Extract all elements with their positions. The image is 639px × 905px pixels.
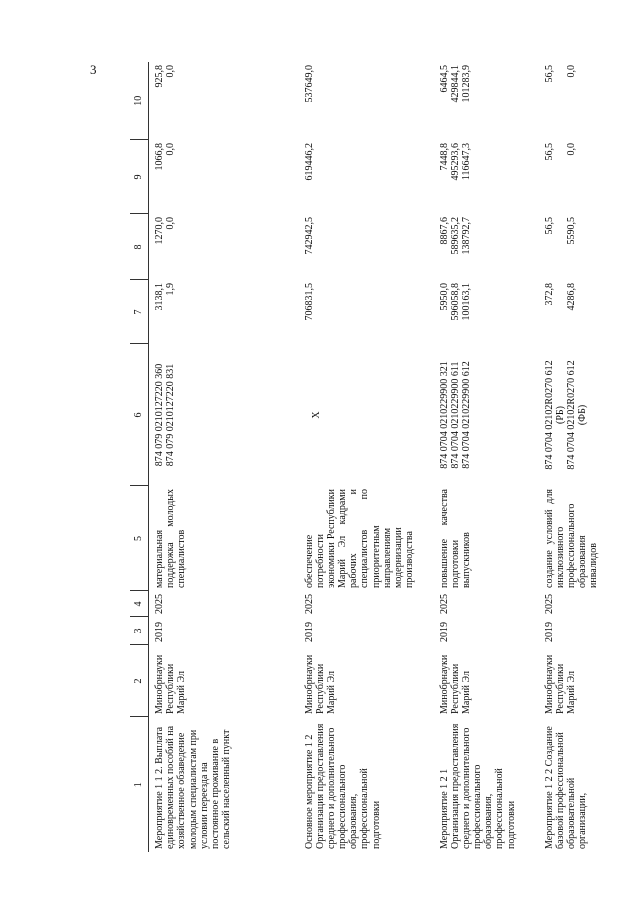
end-year-cell: 2025 [303, 594, 315, 614]
budget-table [130, 62, 639, 852]
end-year-cell: 2025 [438, 594, 450, 614]
budget-code-cell [149, 344, 299, 486]
cell-line: 0,0 [165, 143, 177, 156]
executor-cell: Минобрнауки Республики Марий Эл [438, 654, 472, 714]
value-cell-8 [149, 214, 299, 280]
start-year-cell: 2019 [303, 622, 315, 642]
cell-line: 138792,7 [460, 217, 472, 255]
value-cell-8 [434, 214, 539, 280]
result-cell: повышение качества подготовки выпускников [438, 489, 472, 588]
cell-line: 706831,5 [303, 283, 315, 321]
cell-line: 116647,3 [460, 143, 472, 181]
start-year-cell: 2019 [543, 622, 555, 642]
cell-line [555, 217, 566, 277]
header-cell: 4 [130, 591, 149, 617]
header-cell: 8 [130, 214, 149, 280]
value-cell-7 [539, 280, 639, 344]
value-cell-9 [539, 140, 639, 214]
start-year-cell: 2019 [438, 622, 450, 642]
cell-line: 56,5 [543, 217, 555, 235]
cell-line: 429844,1 [449, 65, 461, 103]
cell-line: 4286,8 [565, 283, 577, 311]
value-cell-7 [149, 280, 299, 344]
cell-line: 56,5 [543, 65, 555, 83]
cell-line: 5950,0 [438, 283, 450, 311]
measure-name-cell: Мероприятие 1 2 2 Создание базовой профессиональной образовательной организации, [543, 726, 589, 849]
cell-line: 6464,5 [438, 65, 450, 93]
cell-line: 0,0 [165, 65, 177, 78]
cell-line: 0,0 [565, 143, 577, 156]
cell-line: 874 0704 0210229900 611 [449, 361, 461, 469]
start-year-cell: 2019 [154, 622, 165, 642]
cell-line: 874 0704 02102R0270 612 [543, 360, 555, 470]
end-year-cell: 2025 [543, 594, 555, 614]
cell-line: 1270,0 [154, 217, 165, 245]
header-cell: 6 [130, 344, 149, 486]
header-cell: 1 [130, 717, 149, 852]
measure-name-cell: Мероприятие 1 2 1 Организация предоставления среднего и дополнительного профессионального образования, профессиональной подготовки [438, 723, 517, 849]
cell-line: 7448,8 [438, 143, 450, 171]
header-row [130, 62, 149, 852]
measure-name-cell: Мероприятие 1 1 2. Выплата единовременных пособий на хозяйственное обзаведение молодым специалистам при условии переезда на постоянное проживание в сельский населенный пункт [154, 725, 233, 849]
result-cell: материальная поддержка молодых специалистов [154, 489, 188, 588]
cell-line: 1,9 [165, 283, 177, 296]
cell-line: 0,0 [565, 65, 577, 78]
value-cell-7 [434, 280, 539, 344]
table-row [149, 62, 299, 852]
cell-line: 596058,8 [449, 283, 461, 321]
header-cell: 2 [130, 645, 149, 717]
cell-line: 874 079 0210127220 360 [154, 363, 165, 467]
value-cell-10 [299, 62, 434, 140]
header-cell: 3 [130, 617, 149, 645]
value-cell-8 [539, 214, 639, 280]
header-cell: 5 [130, 486, 149, 591]
cell-line [555, 143, 566, 211]
cell-line: 495293,6 [449, 143, 461, 181]
budget-code-cell [434, 344, 539, 486]
cell-line: 1066,8 [154, 143, 165, 171]
value-cell-8 [299, 214, 434, 280]
cell-line: 619446,2 [303, 143, 315, 181]
cell-line: 874 0704 0210229900 321 [438, 361, 450, 469]
rotated-table-container [130, 62, 638, 852]
cell-line: (РБ) [554, 406, 566, 424]
cell-line [555, 283, 566, 341]
cell-line: 5590,5 [565, 217, 577, 245]
header-cell: 9 [130, 140, 149, 214]
cell-line: 925,8 [154, 65, 165, 88]
cell-line: 372,8 [543, 283, 555, 306]
cell-line: (ФБ) [577, 404, 589, 426]
cell-line: 874 0704 0210229900 612 [460, 361, 472, 469]
cell-line [555, 65, 566, 137]
budget-code-cell [539, 344, 639, 486]
cell-line: 874 0704 02102R0270 612 [565, 360, 577, 470]
value-cell-10 [149, 62, 299, 140]
executor-cell: Минобрнауки Республики Марий Эл [154, 654, 188, 714]
cell-line: 874 079 0210127220 831 [165, 363, 177, 467]
table-row [539, 62, 639, 852]
table-row [434, 62, 539, 852]
cell-line: Х [310, 411, 322, 419]
executor-cell: Минобрнауки Республики Марий Эл [543, 654, 577, 714]
end-year-cell: 2025 [154, 594, 165, 614]
result-cell: создание условий для инклюзивного профессионального образования инвалидов [543, 489, 600, 588]
cell-line: 101283,9 [460, 65, 472, 103]
value-cell-9 [434, 140, 539, 214]
table-row [299, 62, 434, 852]
result-cell: обеспечение потребности экономики Республики Марий Эл кадрами рабочих и специалистов по приоритетным направлениям модернизации производства [303, 489, 416, 588]
header-cell: 10 [130, 62, 149, 140]
header-cell: 7 [130, 280, 149, 344]
measure-name-cell: Основное мероприятие 1 2 Организация предоставления среднего и дополнительного профессионального образования, профессиональной подготовки [303, 723, 382, 849]
cell-line: 0,0 [165, 217, 177, 230]
value-cell-10 [434, 62, 539, 140]
cell-line: 56,5 [543, 143, 555, 161]
page-number: 3 [90, 62, 97, 77]
cell-line: 100163,1 [460, 283, 472, 321]
budget-code-cell [299, 344, 434, 486]
executor-cell: Минобрнауки Республики Марий Эл [303, 654, 337, 714]
value-cell-7 [299, 280, 434, 344]
cell-line: 3138,1 [154, 283, 165, 311]
value-cell-9 [299, 140, 434, 214]
value-cell-10 [539, 62, 639, 140]
value-cell-9 [149, 140, 299, 214]
cell-line: 537649,0 [303, 65, 315, 103]
cell-line: 589635,2 [449, 217, 461, 255]
cell-line: 742942,5 [303, 217, 315, 255]
table-body [149, 62, 639, 852]
cell-line: 8867,6 [438, 217, 450, 245]
